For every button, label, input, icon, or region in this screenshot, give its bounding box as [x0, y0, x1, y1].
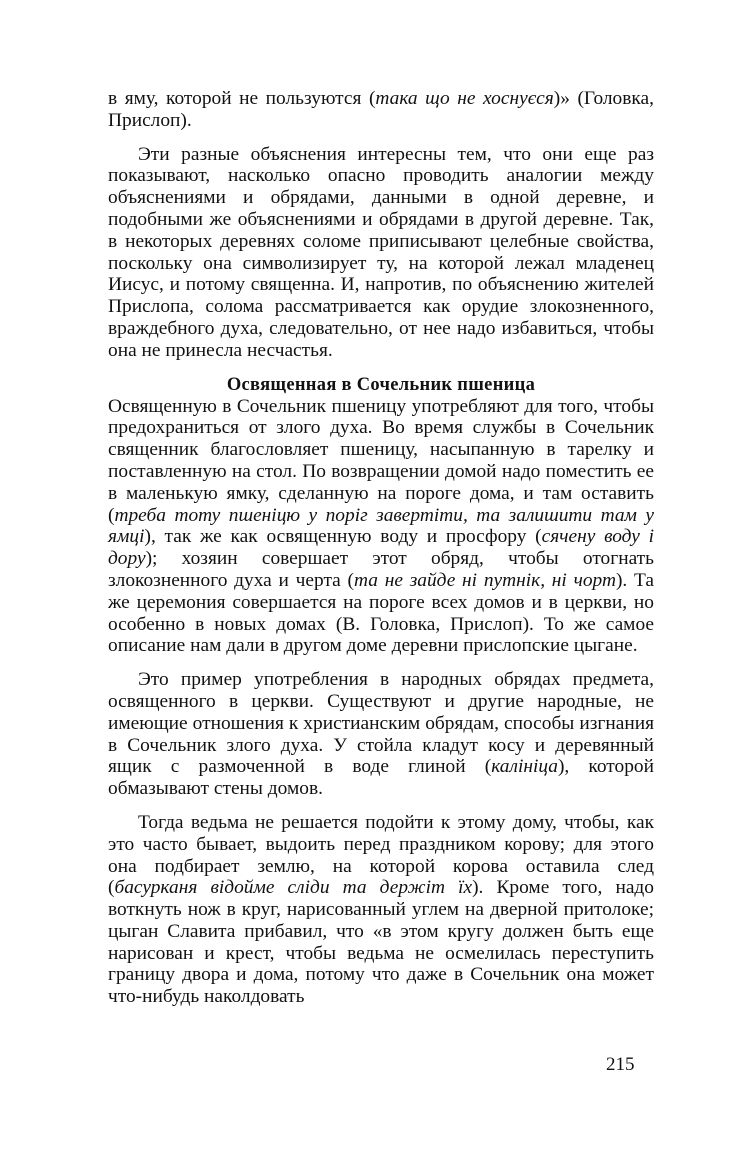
ukrainian-quote: та не зайде ні путнік, ні чорт: [354, 569, 616, 591]
text-run: ). Кроме того, надо воткнуть нож в круг, нарисованный углем на дверной притолоке; цыган Славита прибавил, что «в этом кругу должен быть еще нарисован и крест, чтобы ведьма не осмелилась переступить границу двора и дома, потому что даже в Сочельник она может что-нибудь наколдовать: [108, 877, 654, 1008]
page-body: [108, 88, 654, 1008]
text-run: ). Та же церемония совершается на пороге всех домов и в церкви, но особенно в новых домах (В. Головка, Прислоп). То же самое описание нам дали в другом доме деревни прислопские цыгане.: [108, 569, 654, 657]
text-run: ), которой обмазывают стены домов.: [108, 756, 654, 800]
ukrainian-quote: сячену воду і дору: [108, 526, 654, 570]
heading-text: Освященная в Сочельник пшеница: [226, 374, 536, 395]
text-run: Тогда ведьма не решается подойти к этому дому, чтобы, как это часто бывает, выдоить перед праздником корову; для этого она подбирает землю, на которой корова оставила след (: [108, 811, 654, 899]
paragraph-blessed-wheat: [108, 396, 654, 658]
page-number: 215: [606, 1054, 635, 1075]
text-run: ); хозяин совершает этот обряд, чтобы отогнать злокозненного духа и черта (: [108, 548, 654, 591]
paragraph-witch: [108, 812, 654, 1008]
ukrainian-quote: треба тоту пшеніцю у поріг завертіти, та залишити там у ямці: [108, 504, 654, 548]
paragraph-folk-rites: [108, 669, 654, 800]
ukrainian-quote: така що не хоснуєся: [375, 88, 554, 109]
ukrainian-quote: калініца: [491, 756, 558, 778]
ukrainian-quote: басурканя відойме сліди та держіт їх: [114, 877, 473, 899]
section-heading: [108, 374, 654, 396]
text-run: Это пример употребления в народных обрядах предмета, освященного в церкви. Существуют и другие народные, не имеющие отношения к христианским обрядам, способы изгнания в Сочельник злого духа. У стойла кладут косу и деревянный ящик с размоченной в воде глиной (: [108, 669, 654, 778]
text-run: )» (Головка, Прислоп).: [108, 88, 654, 131]
text-run: ), так же как освященную воду и просфору (: [144, 526, 542, 548]
paragraph-continuation: [108, 88, 654, 132]
paragraph-straw-explanations: [108, 144, 654, 362]
text-run: в яму, которой не пользуются (: [108, 88, 376, 109]
text-run: Освященную в Сочельник пшеницу употребляют для того, чтобы предохраниться от злого духа. Во время службы в Сочельник священник благословляет пшеницу, насыпанную в тарелку и поставленную на стол. По возвращении домой надо поместить ее в маленькую ямку, сделанную на пороге дома, и там оставить (: [108, 395, 654, 526]
text-run: Эти разные объяснения интересны тем, что они еще раз показывают, насколько опасно проводить аналогии между объяснениями и обрядами, данными в одной деревне, и подобными же объяснениями и обрядами в другой деревне. Так, в некоторых деревнях соломе приписывают целебные свойства, поскольку она символизирует ту, на которой лежал младенец Иисус, и потому священна. И, напротив, по объяснению жителей Прислопа, солома рассматривается как орудие злокозненного, враждебного духа, следовательно, от нее надо избавиться, чтобы она не принесла несчастья.: [108, 143, 654, 361]
